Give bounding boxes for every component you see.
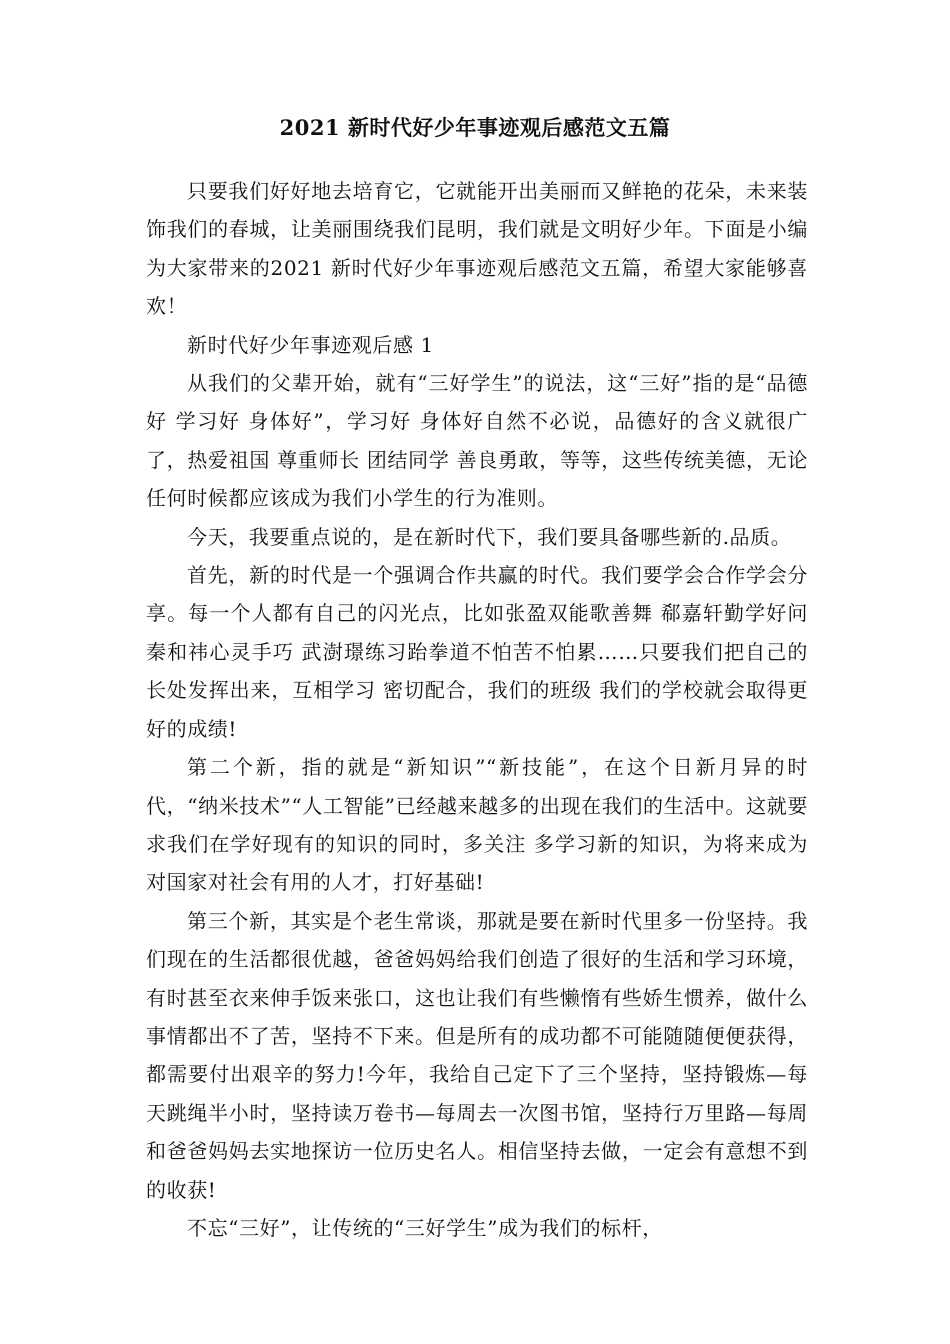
paragraph-persistence: 第三个新，其实是个老生常谈，那就是要在新时代里多一份坚持。我们现在的生活都很优越，爸爸妈妈给我们创造了很好的生活和学习环境，有时甚至衣来伸手饭来张口，这也让我们有些懒惰有些娇生惯养，做什么事情都出不了苦，坚持不下来。但是所有的成功都不可能随随便便获得，都需要付出艰辛的努力!今年，我给自己定下了三个坚持，坚持锻炼—每天跳绳半小时，坚持读万卷书—每周去一次图书馆，坚持行万里路—每周和爸爸妈妈去实地探访一位历史名人。相信坚持去做，一定会有意想不到的收获! (146, 908, 808, 1202)
intro-paragraph: 只要我们好好地去培育它，它就能开出美丽而又鲜艳的花朵，未来装饰我们的春城，让美丽围绕我们昆明，我们就是文明好少年。下面是小编为大家带来的2021 新时代好少年事迹观后感范文五篇，希望大家能够喜欢！ (146, 179, 808, 319)
document-body (146, 172, 808, 1247)
document-title: 2021 新时代好少年事迹观后感范文五篇 (279, 115, 671, 140)
paragraph-three-good: 从我们的父辈开始，就有“三好学生”的说法，这“三好”指的是“品德好 学习好 身体好”，学习好 身体好自然不必说，品德好的含义就很广了，热爱祖国 尊重师长 团结同学 善良勇敢，等等，这些传统美德，无论任何时候都应该成为我们小学生的行为准则。 (146, 371, 808, 511)
paragraph-cooperation: 首先，新的时代是一个强调合作共赢的时代。我们要学会合作学会分享。每一个人都有自己的闪光点，比如张盈双能歌善舞 郗嘉轩勤学好问 秦和祎心灵手巧 武澍璟练习跆拳道不怕苦不怕累……只要我们把自己的长处发挥出来，互相学习 密切配合，我们的班级 我们的学校就会取得更好的成绩! (146, 563, 808, 741)
paragraph-new-knowledge: 第二个新，指的就是“新知识”“新技能”，在这个日新月异的时代，“纳米技术”“人工智能”已经越来越多的出现在我们的生活中。这就要求我们在学好现有的知识的同时，多关注 多学习新的知识，为将来成为对国家对社会有用的人才，打好基础! (146, 755, 808, 895)
paragraph-new-qualities: 今天，我要重点说的，是在新时代下，我们要具备哪些新的.品质。 (187, 524, 792, 549)
section-heading: 新时代好少年事迹观后感 1 (187, 332, 434, 357)
paragraph-closing: 不忘“三好”，让传统的“三好学生”成为我们的标杆， (187, 1215, 663, 1240)
